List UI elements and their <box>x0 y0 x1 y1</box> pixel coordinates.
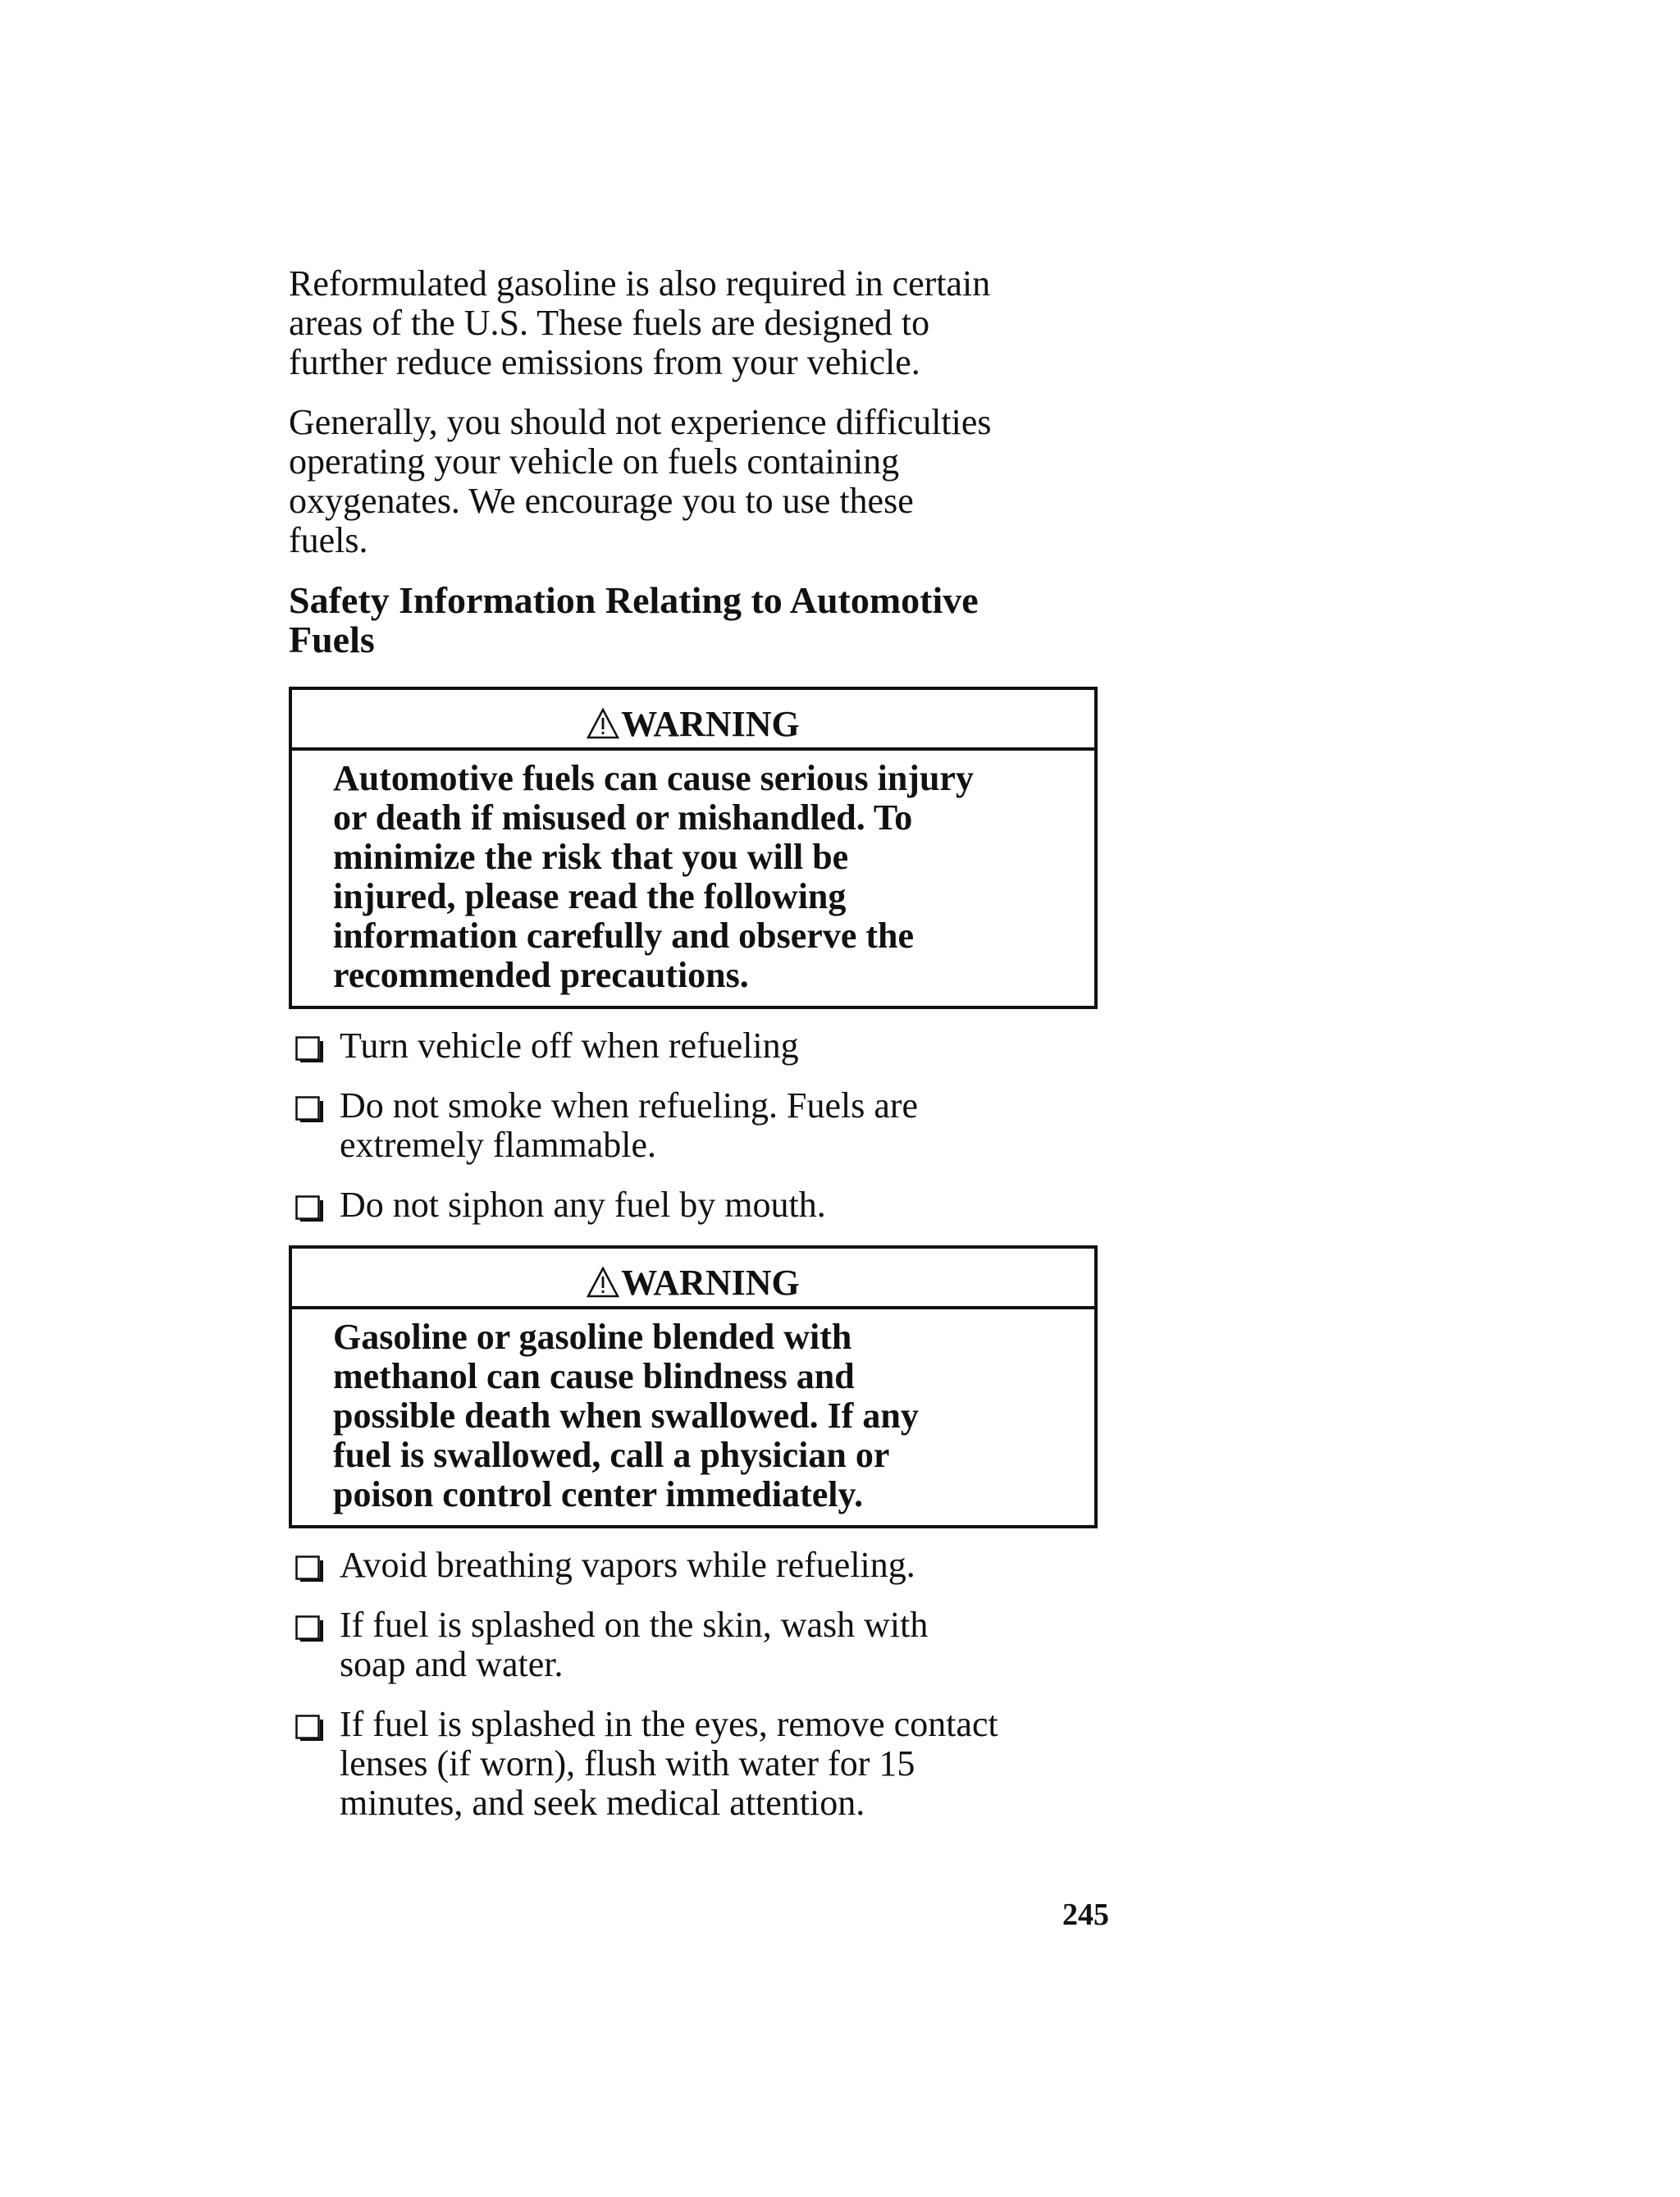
text-line: recommended precautions. <box>333 955 749 995</box>
text-line: further reduce emissions from your vehicle. <box>289 342 920 382</box>
text-line: Avoid breathing vapors while refueling. <box>340 1545 915 1585</box>
warning-text <box>292 751 1094 1006</box>
checkbox-bullet-icon <box>295 1555 323 1583</box>
text-line: areas of the U.S. These fuels are designed to <box>289 303 930 343</box>
text-line: information carefully and observe the <box>333 916 915 956</box>
intro-paragraph-1 <box>289 264 1109 382</box>
warning-title <box>292 690 1094 751</box>
warning-box-1 <box>289 687 1098 1009</box>
heading-line: Fuels <box>289 619 375 660</box>
checkbox-bullet-icon <box>295 1195 323 1223</box>
text-line: Generally, you should not experience difficulties <box>289 402 992 442</box>
text-line: Reformulated gasoline is also required in certain <box>289 263 991 304</box>
text-line: Gasoline or gasoline blended with <box>333 1317 852 1357</box>
text-line: or death if misused or mishandled. To <box>333 797 913 838</box>
checkbox-bullet-icon <box>295 1036 323 1064</box>
warning-text <box>292 1309 1094 1525</box>
text-line: injured, please read the following <box>333 876 847 916</box>
checkbox-bullet-icon <box>295 1715 323 1743</box>
warning-triangle-icon <box>587 1267 619 1298</box>
heading-line: Safety Information Relating to Automotive <box>289 579 979 621</box>
checkbox-bullet-icon <box>295 1096 323 1124</box>
text-line: methanol can cause blindness and <box>333 1356 855 1396</box>
checkbox-bullet-icon <box>295 1615 323 1643</box>
text-line: minutes, and seek medical attention. <box>340 1783 865 1823</box>
list-item <box>289 1185 1109 1225</box>
list-item <box>289 1026 1109 1066</box>
text-line: If fuel is splashed in the eyes, remove contact <box>340 1704 998 1744</box>
text-line: fuel is swallowed, call a physician or <box>333 1435 890 1475</box>
text-line: poison control center immediately. <box>333 1474 864 1514</box>
text-line: Automotive fuels can cause serious injury <box>333 758 974 798</box>
page-content <box>289 264 1109 1843</box>
text-line: Do not smoke when refueling. Fuels are <box>340 1085 919 1126</box>
section-heading <box>289 581 1109 660</box>
page-number: 245 <box>1062 1898 1109 1932</box>
text-line: soap and water. <box>340 1644 564 1684</box>
text-line: If fuel is splashed on the skin, wash with <box>340 1605 929 1645</box>
list-item <box>289 1705 1109 1823</box>
text-line: Do not siphon any fuel by mouth. <box>340 1185 826 1225</box>
warning-label: WARNING <box>621 1263 800 1303</box>
text-line: extremely flammable. <box>340 1125 657 1165</box>
list-item <box>289 1606 1109 1684</box>
list-item <box>289 1086 1109 1165</box>
warning-label: WARNING <box>621 704 800 744</box>
text-line: fuels. <box>289 520 368 560</box>
text-line: possible death when swallowed. If any <box>333 1395 919 1436</box>
list-item <box>289 1546 1109 1585</box>
text-line: minimize the risk that you will be <box>333 837 849 877</box>
bullet-list-2 <box>289 1546 1109 1823</box>
text-line: Turn vehicle off when refueling <box>340 1025 799 1066</box>
warning-title <box>292 1249 1094 1309</box>
intro-paragraph-2 <box>289 403 1109 560</box>
bullet-list-1 <box>289 1026 1109 1225</box>
text-line: oxygenates. We encourage you to use these <box>289 481 914 521</box>
warning-box-2 <box>289 1245 1098 1528</box>
warning-triangle-icon <box>587 708 619 739</box>
text-line: operating your vehicle on fuels containing <box>289 441 900 482</box>
text-line: lenses (if worn), flush with water for 15 <box>340 1743 915 1784</box>
